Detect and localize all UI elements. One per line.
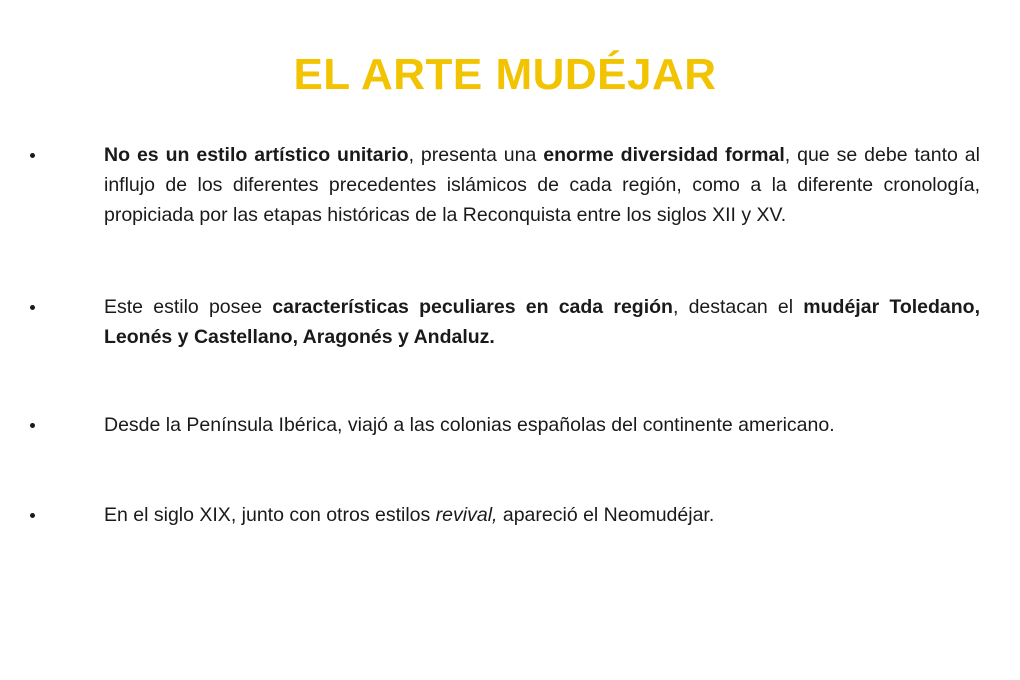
- bold-text: características peculiares en cada región: [272, 296, 673, 318]
- bullet-item: [30, 500, 980, 530]
- bullet-text: [104, 144, 980, 226]
- bullet-dot-icon: [30, 305, 35, 310]
- plain-text: Desde la Península Ibérica, viajó a las colonias españolas del continente americano.: [104, 414, 835, 436]
- plain-text: apareció el Neomudéjar.: [497, 504, 715, 526]
- bullet-dot-icon: [30, 513, 35, 518]
- plain-text: En el siglo XIX, junto con otros estilos: [104, 504, 436, 526]
- bullet-text: [104, 296, 980, 348]
- bold-text: No es un estilo artístico unitario: [104, 144, 409, 166]
- bullet-text: [104, 504, 714, 526]
- plain-text: , que se debe tanto al influjo de los diferentes precedentes islámicos de cada región, como a la diferente cronología, propiciada por las etapas históricas de la Reconquista entre los siglos XII y XV.: [104, 144, 980, 226]
- plain-text: Este estilo posee: [104, 296, 273, 318]
- bullet-item: [30, 410, 980, 440]
- bold-text: enorme diversidad formal: [543, 144, 785, 166]
- bullet-dot-icon: [30, 423, 35, 428]
- bullet-text: [104, 414, 835, 436]
- bullet-dot-icon: [30, 153, 35, 158]
- bold-text: mudéjar Toledano, Leonés y Castellano, Aragonés y Andaluz.: [104, 296, 980, 348]
- plain-text: , presenta una: [408, 144, 544, 166]
- slide-title: EL ARTE MUDÉJAR: [293, 50, 717, 99]
- bullet-item: [30, 292, 980, 352]
- bullet-list: [30, 140, 980, 530]
- bullet-item: [30, 140, 980, 230]
- italic-text: revival,: [435, 504, 498, 526]
- plain-text: , destacan el: [672, 296, 804, 318]
